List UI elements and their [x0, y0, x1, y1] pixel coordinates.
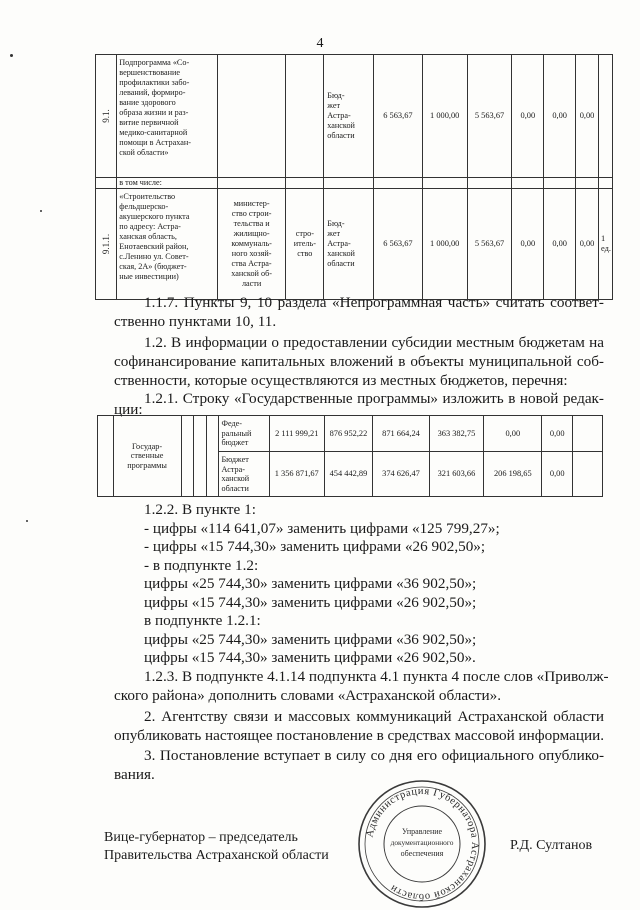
kind-cell: [286, 55, 324, 178]
executor-cell: министер- ство строи- тельства и жилищно- коммуналь- ного хозяй- ства Астра- ханской об- ласти: [217, 189, 286, 300]
value-cell: 363 382,75: [429, 416, 483, 452]
paragraph: цифры «25 744,30» заменить цифрами «36 902,50»;: [144, 575, 477, 592]
row-name-cell: Государ- ственные программы: [113, 416, 181, 497]
paragraph: 1.2. В информации о предоставлении субсидии местным бюджетам на: [144, 334, 604, 351]
paragraph: вания.: [114, 766, 155, 783]
value-cell: 0,00: [576, 55, 599, 178]
value-cell: 2 111 999,21: [269, 416, 324, 452]
scan-speck: [26, 520, 28, 522]
value-cell: 5 563,67: [467, 55, 512, 178]
value-cell: 1 356 871,67: [269, 452, 324, 497]
value-cell: 0,00: [512, 189, 544, 300]
row-number-cell: 9.1.1.: [96, 189, 117, 300]
paragraph: - цифры «114 641,07» заменить цифрами «125 799,27»;: [144, 520, 500, 537]
scan-speck: [40, 210, 42, 212]
paragraph: цифры «15 744,30» заменить цифрами «26 902,50».: [144, 649, 476, 666]
subprogram-name-cell: Подпрограмма «Со- вершенствование профилактики забо- леваний, формиро- вание здорового образа жизни и раз- витие первичной медико-санитарной помощи в Астрахан- ской области»: [117, 55, 218, 178]
paragraph: - цифры «15 744,30» заменить цифрами «26 902,50»;: [144, 538, 486, 555]
paragraph: 1.2.3. В подпункте 4.1.14 подпункта 4.1 пункта 4 после слов «Приволж-: [144, 668, 609, 685]
paragraph: ского района» дополнить словами «Астраханской области».: [114, 687, 502, 704]
table-row: [96, 55, 613, 178]
value-cell: 1 000,00: [422, 189, 467, 300]
paragraph: цифры «15 744,30» заменить цифрами «26 902,50»;: [144, 594, 477, 611]
paragraph: ственности, которые осуществляются из местных бюджетов, перечня:: [114, 372, 568, 389]
executor-cell: [217, 55, 286, 178]
paragraph: 1.2.1. Строку «Государственные программы» изложить в новой редак-: [144, 390, 604, 407]
project-name-cell: «Строительство фельдшерско- акушерского пункта по адресу: Астра- ханская область, Енотаевский район, с.Ленино ул. Совет- ская, 2А» (бюджет- ные инвестиции): [117, 189, 218, 300]
value-cell: 6 563,67: [374, 55, 423, 178]
paragraph: софинансирование капитальных вложений в объекты муниципальной соб-: [114, 353, 604, 370]
value-cell: 876 952,22: [324, 416, 373, 452]
scan-speck: [10, 54, 13, 57]
official-stamp: [356, 778, 488, 910]
value-cell: 6 563,67: [374, 189, 423, 300]
funding-source-cell: Феде- ральный бюджет: [219, 416, 269, 452]
page-number: 4: [316, 36, 324, 51]
value-cell: 321 603,66: [429, 452, 483, 497]
stamp-line: обеспечения: [400, 849, 444, 858]
value-cell: 871 664,24: [373, 416, 429, 452]
value-cell: 0,00: [542, 416, 573, 452]
state-programs-table: [97, 415, 603, 497]
value-cell: 0,00: [542, 452, 573, 497]
paragraph: 3. Постановление вступает в силу со дня его официального опублико-: [144, 747, 604, 764]
paragraph: 1.1.7. Пункты 9, 10 раздела «Непрограммная часть» считать соответ-: [144, 294, 604, 311]
program-table: [95, 54, 613, 300]
paragraph: ственно пунктами 10, 11.: [114, 313, 277, 330]
value-cell: 206 198,65: [484, 452, 542, 497]
value-cell: 0,00: [512, 55, 544, 178]
value-cell: 1 000,00: [422, 55, 467, 178]
paragraph: - в подпункте 1.2:: [144, 557, 259, 574]
table-row: [96, 189, 613, 300]
stamp-ring-text: Администрация Губернатора Астраханской области: [364, 785, 481, 903]
paragraph: опубликовать настоящее постановление в средствах массовой информации.: [114, 727, 605, 744]
signatory-title: Вице-губернатор – председатель Правительства Астраханской области: [104, 830, 329, 863]
kind-cell: стро- итель- ство: [286, 189, 324, 300]
signatory-name: Р.Д. Султанов: [510, 838, 593, 853]
subheader-cell: в том числе:: [117, 178, 218, 189]
stamp-line: Управление: [401, 827, 443, 836]
unit-cell: 1 ед.: [599, 189, 613, 300]
paragraph: 1.2.2. В пункте 1:: [144, 501, 256, 518]
funding-source-cell: Бюд- жет Астра- ханской области: [324, 55, 374, 178]
value-cell: 374 626,47: [373, 452, 429, 497]
paragraph: 2. Агентству связи и массовых коммуникаций Астраханской области: [144, 708, 604, 725]
value-cell: 0,00: [576, 189, 599, 300]
row-number-cell: 9.1.: [96, 55, 117, 178]
value-cell: 0,00: [544, 189, 576, 300]
table-row: [96, 178, 613, 189]
paragraph: цифры «25 744,30» заменить цифрами «36 902,50»;: [144, 631, 477, 648]
unit-cell: [599, 55, 613, 178]
funding-source-cell: Бюджет Астра- ханской области: [219, 452, 269, 497]
value-cell: 0,00: [544, 55, 576, 178]
stamp-line: документационного: [390, 838, 454, 847]
funding-source-cell: Бюд- жет Астра- ханской области: [324, 189, 374, 300]
paragraph: ции:: [114, 401, 143, 418]
value-cell: 454 442,89: [324, 452, 373, 497]
value-cell: 0,00: [484, 416, 542, 452]
value-cell: 5 563,67: [467, 189, 512, 300]
table-row: [98, 416, 603, 452]
paragraph: в подпункте 1.2.1:: [144, 612, 261, 629]
